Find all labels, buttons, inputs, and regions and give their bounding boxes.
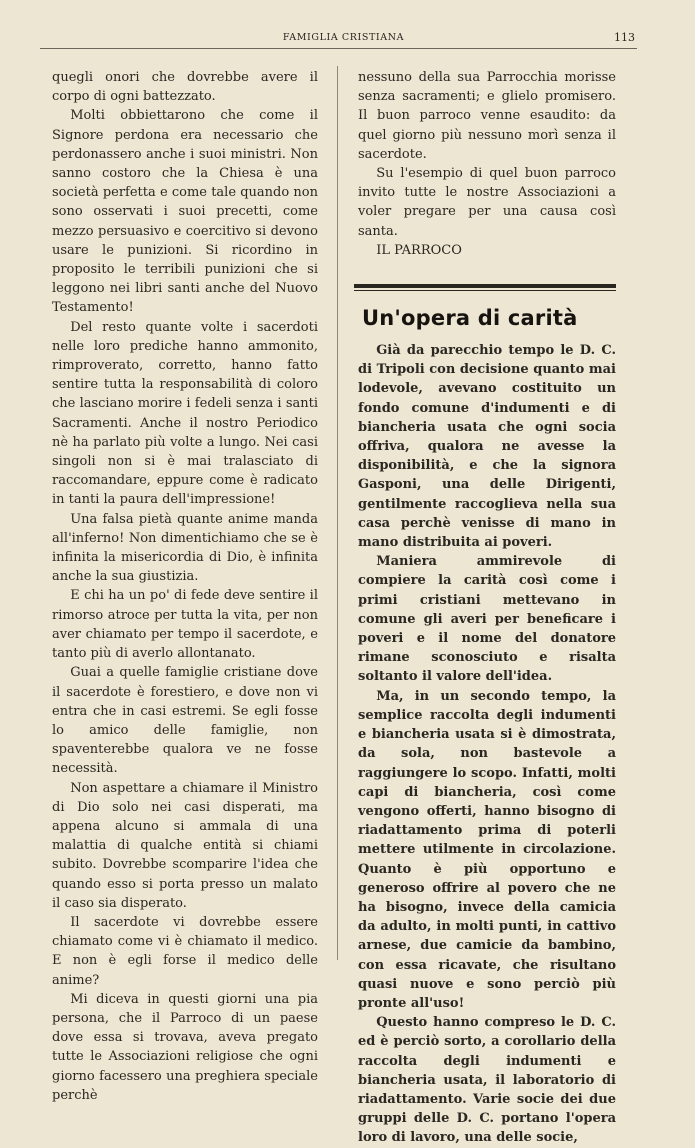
paragraph: Non aspettare a chiamare il Ministro di Dio solo nei casi disperati, ma appena alcuno si ammala di una malattia di qualche entità si chiami subito. Dovrebbe scomparire l'idea che quando esso si porta presso un malato il caso sia disperato. bbox=[52, 780, 318, 911]
paragraph: Ma, in un secondo tempo, la semplice raccolta degli indumenti e biancheria usata si è dimostrata, da sola, non bastevole a raggiungere lo scopo. Infatti, molti capi di biancheria, così come vengono offerti, hanno bisogno di riadattamento prima di poterli mettere utilmente in circolazione. Quanto è più opportuno e generoso offrire al povero che ne ha bisogno, invece della camicia da adulto, in molti punti, in cattivo arnese, due camicie da bambino, con essa ricavate, che risultano quasi nuove e sono perciò più pronte all'uso! bbox=[358, 688, 616, 1011]
header-rule bbox=[40, 48, 637, 49]
paragraph: Già da parecchio tempo le D. C. di Tripoli con decisione quanto mai lodevole, avevano costituito un fondo comune d'indumenti e di biancheria usata che ogni socia offriva, qualora ne avesse la disponibilità, e che la signora Gasponi, una delle Dirigenti, gentilmente raccoglieva nella sua casa perchè venisse di mano in mano distribuita ai poveri. bbox=[358, 343, 616, 551]
paragraph: Molti obbiettarono che come il Signore perdona era necessario che perdonassero anche i suoi ministri. Non sanno costoro che la Chiesa è una società perfetta e come tale quando non sono osservati i suoi precetti, come mezzo persuasivo e coercitivo si devono usare le punizioni. Si ricordino in proposito le terribili punizioni che si leggono nei libri santi anche del Nuovo Testamento! bbox=[52, 108, 318, 316]
paragraph: quegli onori che dovrebbe avere il corpo di ogni battezzato. bbox=[52, 70, 318, 105]
running-title: FAMIGLIA CRISTIANA bbox=[282, 32, 405, 43]
left-column bbox=[52, 68, 318, 1105]
paragraph: nessuno della sua Parrocchia morisse senza sacramenti; e glielo promisero. Il buon parroco venne esaudito: da quel giorno più nessuno morì senza il sacerdote. bbox=[358, 70, 616, 162]
right-column bbox=[358, 68, 616, 1148]
article-rule-thin bbox=[354, 290, 616, 291]
paragraph: Il sacerdote vi dovrebbe essere chiamato come vi è chiamato il medico. E non è egli forse il medico delle anime? bbox=[52, 914, 318, 988]
page-header bbox=[52, 30, 635, 50]
paragraph: Mi diceva in questi giorni una pia persona, che il Parroco di un paese dove essa si trovava, aveva pregato tutte le Associazioni religiose che ogni giorno facessero una preghiera speciale perchè bbox=[52, 991, 318, 1103]
paragraph: Su l'esempio di quel buon parroco invito tutte le nostre Associazioni a voler pregare per una causa così santa. bbox=[358, 166, 616, 239]
page-number: 113 bbox=[614, 31, 635, 44]
paragraph: E chi ha un po' di fede deve sentire il rimorso atroce per tutta la vita, per non aver chiamato per tempo il sacerdote, e tanto più di averlo allontanato. bbox=[52, 588, 318, 662]
signature: IL PARROCO bbox=[376, 242, 462, 258]
article-rule-thick bbox=[354, 284, 616, 288]
paragraph: Del resto quante volte i sacerdoti nelle loro prediche hanno ammonito, rimproverato, corretto, hanno fatto sentire tutta la responsabilità di coloro che lasciano morire i fedeli senza i santi Sacramenti. Anche il nostro Periodico nè ha parlato più volte a lungo. Nei casi singoli non si è mai tralasciato di raccomandare, eppure come è radicato in tanti la paura dell'impressione! bbox=[52, 319, 318, 508]
paragraph: Maniera ammirevole di compiere la carità così come i primi cristiani mettevano in comune gli averi per beneficare i poveri e il nome del donatore rimane sconosciuto e risalta soltanto il valore dell'idea. bbox=[358, 554, 616, 685]
paragraph: Una falsa pietà quante anime manda all'inferno! Non dimentichiamo che se è infinita la misericordia di Dio, è infinita anche la sua giustizia. bbox=[52, 511, 318, 585]
paragraph: Guai a quelle famiglie cristiane dove il sacerdote è forestiero, e dove non vi entra che in casi estremi. Se egli fosse lo amico delle famiglie, non spaventerebbe qualora ve ne fosse necessità. bbox=[52, 665, 318, 777]
article-title: Un'opera di carità bbox=[362, 306, 578, 331]
article-body bbox=[358, 341, 616, 1148]
column-divider bbox=[337, 66, 338, 960]
paragraph: Questo hanno compreso le D. C. ed è perciò sorto, a corollario della raccolta degli indumenti e biancheria usata, il laboratorio di riadattamento. Varie socie dei due gruppi delle D. C. portano l'opera loro di lavoro, una delle socie, bbox=[358, 1015, 616, 1146]
